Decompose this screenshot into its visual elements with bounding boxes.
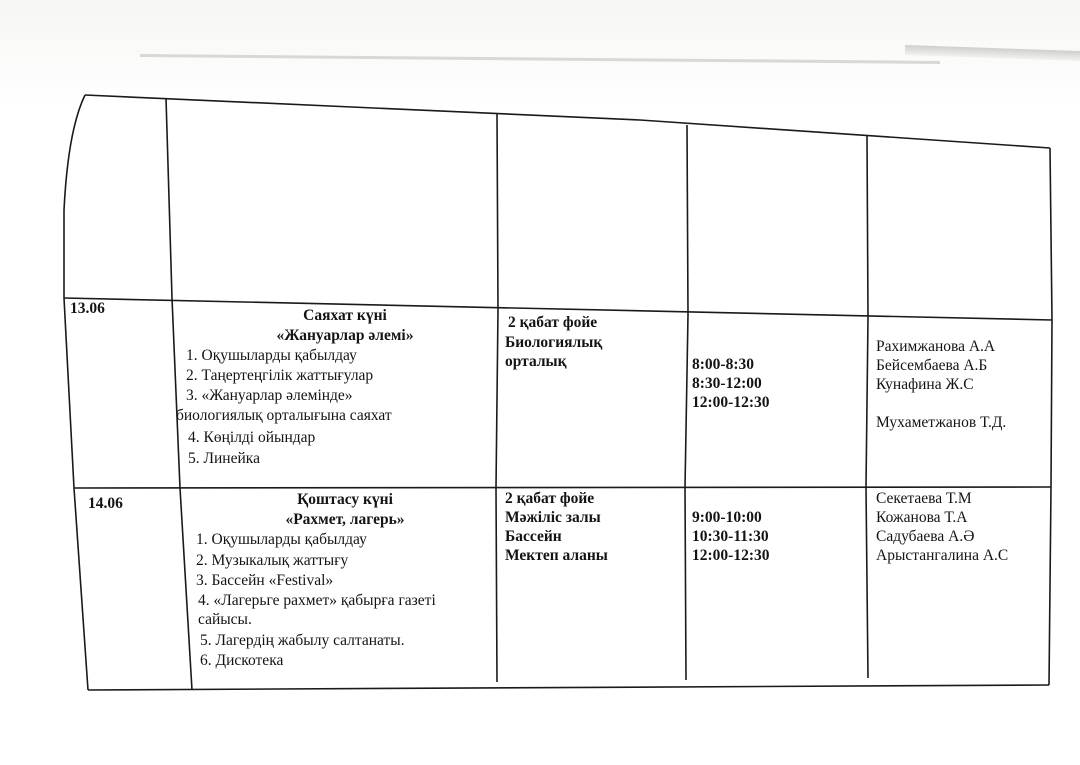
row2-responsible-2: Кожанова Т.А [876, 509, 968, 526]
row1-date: 13.06 [70, 300, 105, 317]
row2-location-1: 2 қабат фойе [505, 490, 595, 507]
row2-activity-5: 5. Лагердің жабылу салтанаты. [200, 632, 405, 649]
row2-activity-2: 2. Музыкалық жаттығу [196, 552, 349, 569]
row1-activity-2: 2. Таңертеңгілік жаттығулар [186, 367, 374, 384]
row2-location-2: Мәжіліс залы [505, 509, 601, 526]
row1-title: Саяхат күні [303, 307, 387, 324]
row2-date: 14.06 [88, 495, 123, 512]
row1-location-2: Биологиялық [505, 334, 603, 351]
row1-responsible-3: Кунафина Ж.С [876, 376, 974, 393]
row1-activity-5: 5. Линейка [188, 450, 260, 467]
row1-location-1: 2 қабат фойе [508, 314, 598, 331]
row1-location-3: орталық [505, 353, 567, 370]
row2-activity-4: 4. «Лагерьге рахмет» қабырға газеті [198, 592, 436, 609]
row2-activity-1: 1. Оқушыларды қабылдау [196, 531, 367, 548]
row2-subtitle: «Рахмет, лагерь» [285, 511, 405, 528]
row2-responsible-4: Арыстангалина А.С [876, 547, 1009, 564]
row2-time-1: 9:00-10:00 [692, 509, 762, 526]
row2-responsible-3: Садубаева А.Ә [876, 528, 975, 545]
row1-time-3: 12:00-12:30 [692, 394, 770, 411]
row2-title: Қоштасу күні [297, 491, 393, 508]
row1-activity-3: 3. «Жануарлар әлемінде» [186, 387, 353, 404]
row2-activity-4-cont: сайысы. [198, 611, 252, 628]
row1-time-1: 8:00-8:30 [692, 356, 754, 373]
row2-responsible-1: Секетаева Т.М [876, 490, 972, 507]
row1-responsible-1: Рахимжанова А.А [876, 338, 996, 355]
row1-activity-3-cont: биологиялық орталығына саяхат [176, 407, 392, 424]
row1-subtitle: «Жануарлар әлемі» [276, 327, 414, 344]
row2-location-4: Мектеп аланы [505, 547, 608, 564]
row1-responsible-4: Мухаметжанов Т.Д. [876, 414, 1007, 431]
row1-activity-1: 1. Оқушыларды қабылдау [186, 347, 357, 364]
row1-activity-4: 4. Көңілді ойындар [188, 429, 316, 446]
row2-location-3: Бассейн [505, 528, 562, 545]
row1-responsible-2: Бейсембаева А.Б [876, 357, 988, 374]
row1-time-2: 8:30-12:00 [692, 375, 762, 392]
row2-activity-6: 6. Дискотека [200, 652, 284, 669]
row2-time-3: 12:00-12:30 [692, 547, 770, 564]
row2-activity-3: 3. Бассейн «Festival» [196, 572, 334, 589]
row2-time-2: 10:30-11:30 [692, 528, 769, 545]
